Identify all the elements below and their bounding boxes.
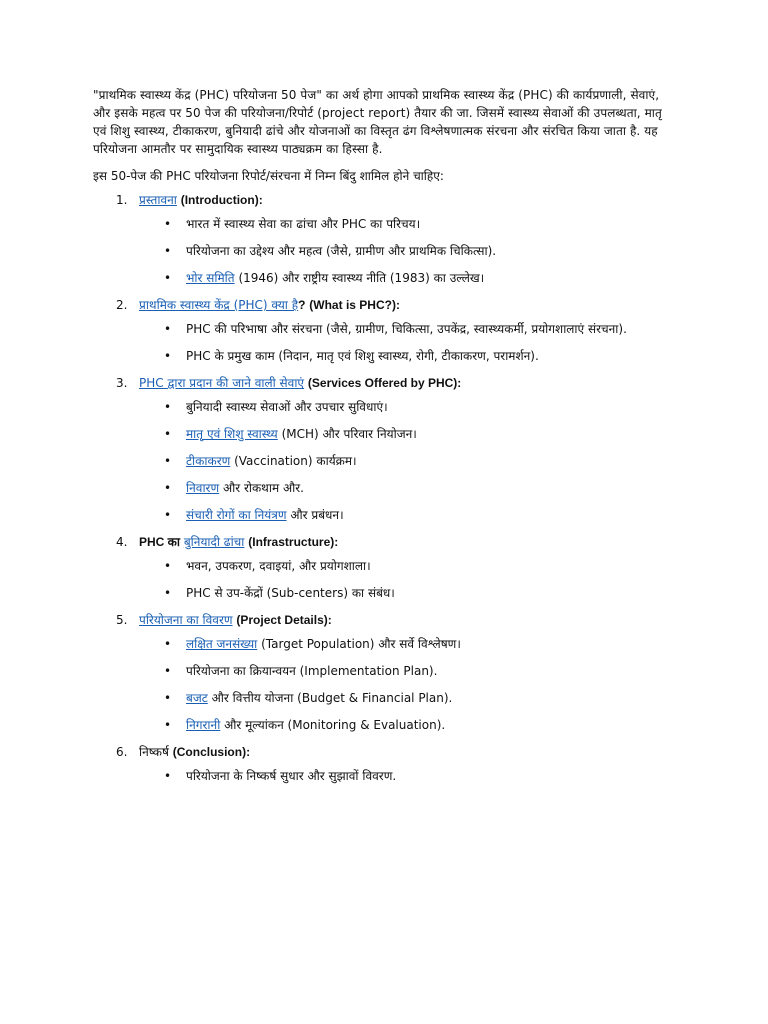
- intro-paragraph: "प्राथमिक स्वास्थ्य केंद्र (PHC) परियोजना 50 पेज" का अर्थ होगा आपको प्राथमिक स्वास्थ्य केंद्र (PHC) की कार्यप्रणाली, सेवाएं, और इसके महत्व पर 50 पेज की परियोजना/रिपोर्ट (project report) तैयार की जा. जिसमें स्वास्थ्य सेवाओं की उपलब्धता, मातृ एवं शिशु स्वास्थ्य, टीकाकरण, बुनियादी ढांचे और योजनाओं का विस्तृत ढंग विश्लेषणात्मक संरचना और संरचित किया जाता है. यह परियोजना आमतौर पर सामुदायिक स्वास्थ्य पाठ्यक्रम का हिस्सा है.: [93, 88, 662, 156]
- section-heading: [139, 611, 678, 629]
- section-title-link[interactable]: प्रस्तावना: [139, 193, 177, 207]
- list-item: • परियोजना का क्रियान्वयन (Implementation Plan).: [164, 664, 438, 678]
- bullet-list: [139, 635, 678, 734]
- section-title-en: (Infrastructure):: [248, 535, 339, 549]
- document-page: [93, 86, 678, 794]
- bullet-link[interactable]: निवारण: [186, 481, 220, 495]
- list-item: • परियोजना के निष्कर्ष सुधार और सुझावों विवरण.: [164, 769, 397, 783]
- bullet-link[interactable]: लक्षित जनसंख्या: [186, 637, 258, 651]
- section-heading: [139, 374, 678, 392]
- list-item: • बजट और वित्तीय योजना (Budget & Financial Plan).: [164, 691, 453, 705]
- section-title-en: (Conclusion):: [172, 745, 251, 759]
- bullet-list: [139, 767, 678, 785]
- bullet-list: [139, 320, 678, 365]
- section-title-link[interactable]: PHC द्वारा प्रदान की जाने वाली सेवाएं: [139, 376, 305, 390]
- bullet-list: [139, 215, 678, 287]
- lead-paragraph: इस 50-पेज की PHC परियोजना रिपोर्ट/संरचना में निम्न बिंदु शामिल होने चाहिए:: [93, 169, 444, 183]
- list-item: • PHC से उप-केंद्रों (Sub-centers) का संबंध।: [164, 586, 395, 600]
- section-heading: [139, 743, 678, 761]
- section-introduction: [93, 191, 678, 287]
- section-number: 4.: [116, 535, 128, 549]
- list-item: • परियोजना का उद्देश्य और महत्व (जैसे, ग्रामीण और प्राथमिक चिकित्सा).: [164, 244, 497, 258]
- section-number: 1.: [116, 193, 128, 207]
- section-title: निष्कर्ष: [139, 745, 169, 759]
- list-item: • निवारण और रोकथाम और.: [164, 481, 304, 495]
- section-title-en: (What is PHC?):: [309, 298, 400, 312]
- section-number: 3.: [116, 376, 128, 390]
- section-project-details: [93, 611, 678, 734]
- bullet-link[interactable]: टीकाकरण: [186, 454, 231, 468]
- list-item: • भोर समिति (1946) और राष्ट्रीय स्वास्थ्य नीति (1983) का उल्लेख।: [164, 271, 485, 285]
- list-item: • संचारी रोगों का नियंत्रण और प्रबंधन।: [164, 508, 344, 522]
- list-item: • निगरानी और मूल्यांकन (Monitoring & Evaluation).: [164, 718, 446, 732]
- section-title-link[interactable]: परियोजना का विवरण: [139, 613, 233, 627]
- bullet-list: [139, 557, 678, 602]
- bullet-link[interactable]: भोर समिति: [186, 271, 235, 285]
- section-number: 5.: [116, 613, 128, 627]
- section-heading: PHC का बुनियादी ढांचा (Infrastructure):: [139, 535, 339, 549]
- section-title-en: (Introduction):: [180, 193, 263, 207]
- section-services: [93, 374, 678, 524]
- bullet-list: [139, 398, 678, 524]
- section-infrastructure: [93, 533, 678, 602]
- section-heading: [139, 191, 678, 209]
- section-heading: प्राथमिक स्वास्थ्य केंद्र (PHC) क्या है? (What is PHC?):: [139, 298, 400, 312]
- section-list: [93, 191, 678, 785]
- section-title-en: (Project Details):: [236, 613, 332, 627]
- list-item: • लक्षित जनसंख्या (Target Population) और सर्वे विश्लेषण।: [164, 637, 461, 651]
- section-title-link[interactable]: प्राथमिक स्वास्थ्य केंद्र (PHC) क्या है: [139, 298, 299, 312]
- list-item: • भवन, उपकरण, दवाइयां, और प्रयोगशाला।: [164, 559, 371, 573]
- bullet-link[interactable]: बजट: [186, 691, 208, 705]
- bullet-link[interactable]: संचारी रोगों का नियंत्रण: [186, 508, 287, 522]
- list-item: • PHC की परिभाषा और संरचना (जैसे, ग्रामीण, चिकित्सा, उपकेंद्र, स्वास्थ्यकर्मी, प्रयोगशालाएं संरचना).: [164, 322, 627, 336]
- section-what-is-phc: [93, 296, 678, 365]
- section-title-link[interactable]: बुनियादी ढांचा: [183, 535, 245, 549]
- bullet-link[interactable]: मातृ एवं शिशु स्वास्थ्य: [186, 427, 278, 441]
- section-number: 2.: [116, 298, 128, 312]
- list-item: • बुनियादी स्वास्थ्य सेवाओं और उपचार सुविधाएं।: [164, 400, 388, 414]
- list-item: • भारत में स्वास्थ्य सेवा का ढांचा और PHC का परिचय।: [164, 217, 421, 231]
- bullet-link[interactable]: निगरानी: [186, 718, 221, 732]
- list-item: • टीकाकरण (Vaccination) कार्यक्रम।: [164, 454, 357, 468]
- list-item: • मातृ एवं शिशु स्वास्थ्य (MCH) और परिवार नियोजन।: [164, 427, 417, 441]
- section-number: 6.: [116, 745, 128, 759]
- section-title-en: (Services Offered by PHC):: [307, 376, 462, 390]
- list-item: • PHC के प्रमुख काम (निदान, मातृ एवं शिशु स्वास्थ्य, रोगी, टीकाकरण, परामर्शन).: [164, 349, 539, 363]
- section-conclusion: [93, 743, 678, 785]
